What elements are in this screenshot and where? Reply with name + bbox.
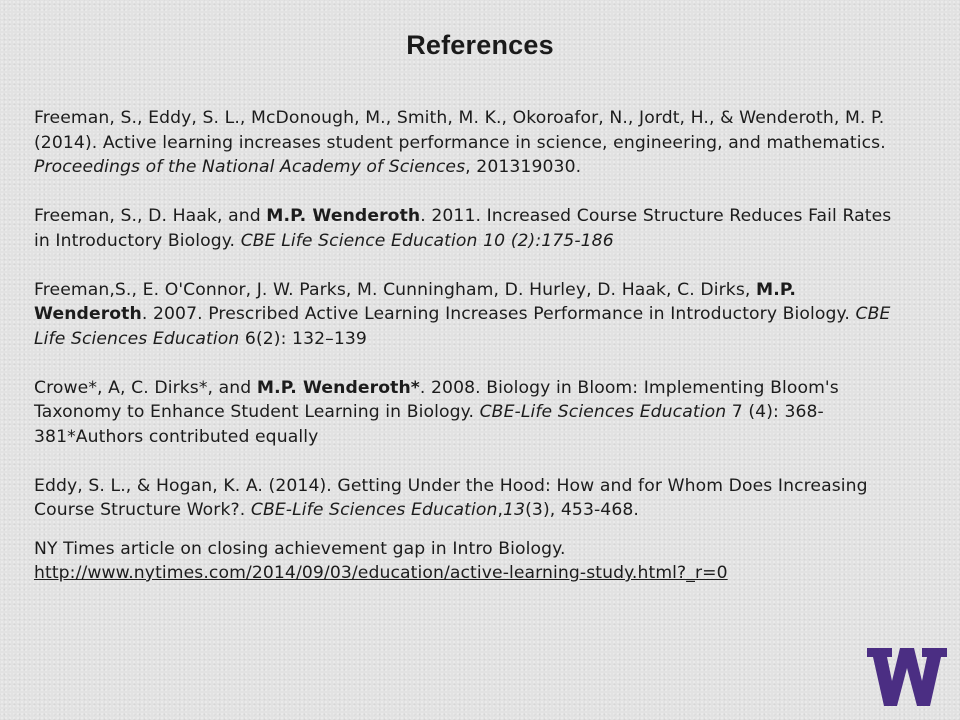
page-title: References <box>406 30 554 60</box>
highlighted-author: M.P. Wenderoth* <box>256 377 420 398</box>
reference-item <box>34 376 904 450</box>
journal-name: Proceedings of the National Academy of Sciences <box>34 157 466 177</box>
reference-item <box>34 106 904 180</box>
reference-list <box>34 106 904 586</box>
journal-name: CBE-Life Sciences Education <box>250 500 498 520</box>
reference-text: NY Times article on closing achievement gap in Intro Biology. <box>34 538 566 559</box>
reference-item <box>34 278 904 352</box>
journal-volume: 13 <box>503 500 526 520</box>
reference-text: Crowe*, A, C. Dirks*, and <box>34 377 257 398</box>
journal-name: CBE-Life Sciences Education <box>479 402 727 422</box>
highlighted-author: M.P. Wenderoth <box>266 206 421 226</box>
reference-text: , 201319030. <box>465 157 582 177</box>
reference-text: 7 (4): 368-381*Authors contributed equally <box>34 402 824 447</box>
reference-text: Eddy, S. L., & Hogan, K. A. (2014). Getting Under the Hood: How and for Whom Does Increasing Course Structure Work?. <box>34 475 868 520</box>
reference-item <box>34 537 904 586</box>
journal-name: CBE Life Sciences Education <box>34 304 891 349</box>
journal-name: CBE Life Science Education 10 (2):175-186 <box>240 230 614 251</box>
reference-text: (3), 453-468. <box>525 500 639 520</box>
university-w-logo <box>867 647 947 707</box>
reference-text: Freeman, S., D. Haak, and <box>34 206 267 226</box>
reference-item <box>34 474 904 523</box>
highlighted-author: M.P. Wenderoth <box>34 279 797 324</box>
reference-text: Freeman, S., Eddy, S. L., McDonough, M., Smith, M. K., Okoroafor, N., Jordt, H., & Wenderoth, M. P. (2014). Active learning increases student performance in science, engineering, and mathematics. <box>34 108 886 153</box>
reference-item <box>34 204 904 253</box>
reference-text: . 2011. Increased Course Structure Reduces Fail Rates in Introductory Biology. <box>34 206 892 251</box>
reference-text: , <box>497 500 504 520</box>
reference-text: 6(2): 132–139 <box>239 328 367 349</box>
reference-text: . 2008. Biology in Bloom: Implementing Bloom's Taxonomy to Enhance Student Learning in Biology. <box>34 377 839 422</box>
nytimes-article-link[interactable]: http://www.nytimes.com/2014/09/03/education/active-learning-study.html?_r=0 <box>34 563 728 583</box>
reference-text: . 2007. Prescribed Active Learning Increases Performance in Introductory Biology. <box>141 304 856 324</box>
reference-text: Freeman,S., E. O'Connor, J. W. Parks, M. Cunningham, D. Hurley, D. Haak, C. Dirks, <box>34 279 756 300</box>
